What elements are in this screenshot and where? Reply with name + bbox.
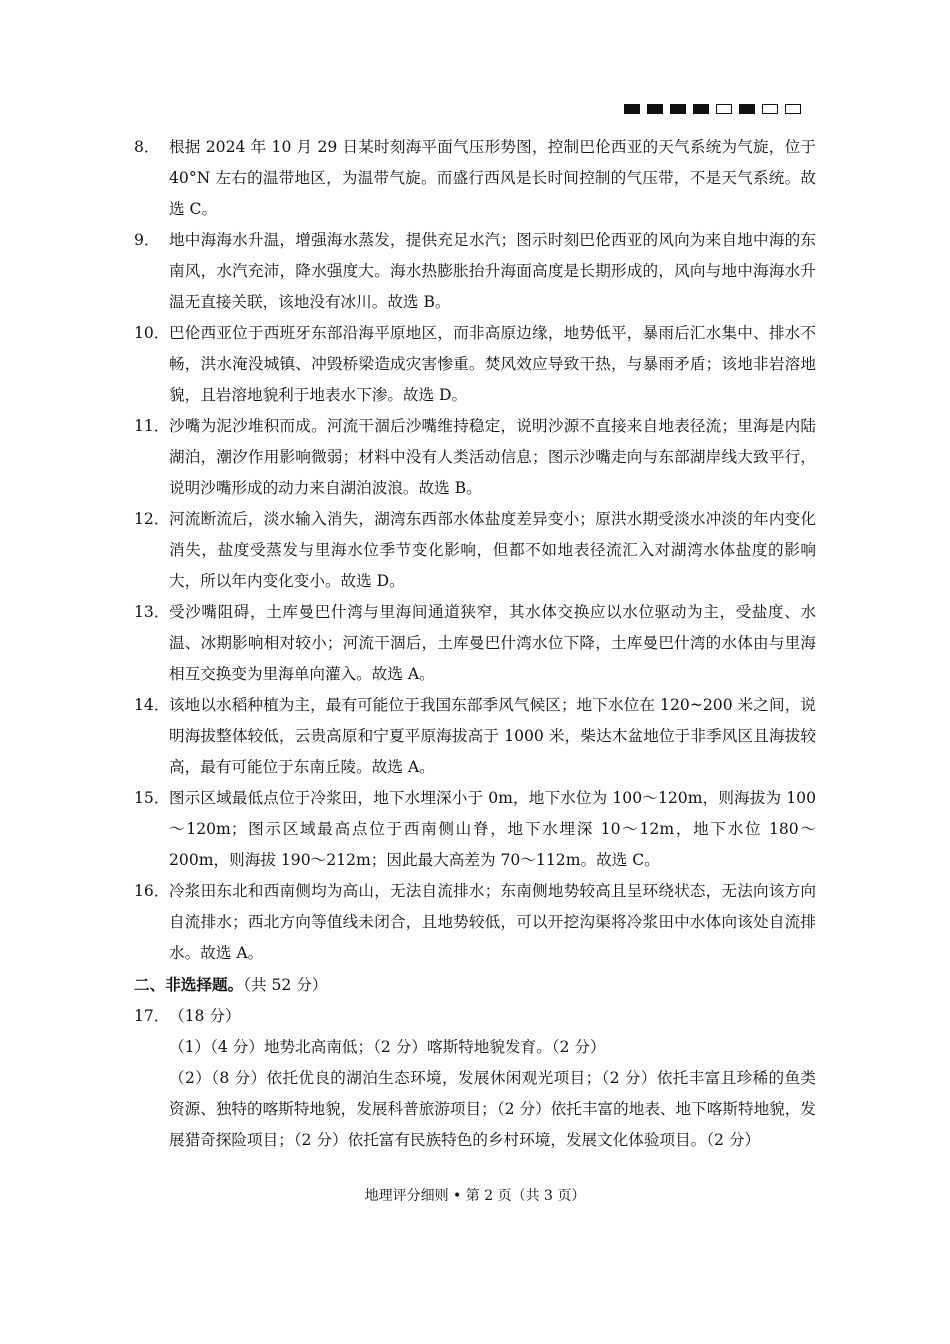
item-text: 沙嘴为泥沙堆积而成。河流干涸后沙嘴维持稳定，说明沙源不直接来自地表径流；里海是内陆湖泊，潮汐作用影响微弱；材料中没有人类活动信息；图示沙嘴走向与东部湖岸线大致平行，说明沙嘴形成的动力来自湖泊波浪。故选 B。 [169,417,816,497]
page-marker-strip [624,104,801,114]
answer-item-16 [134,876,816,969]
item-number: 8． [134,138,160,156]
item-number: 9． [134,231,160,249]
item-number: 13． [134,603,170,621]
item-text: 根据 2024 年 10 月 29 日某时刻海平面气压形势图，控制巴伦西亚的天气系统为气旋，位于 40°N 左右的温带地区，为温带气旋。而盛行西风是长时间控制的气压带，不是天气系统。故选 C。 [169,138,816,218]
section-score: （共 52 分） [243,976,328,994]
item-text: 冷浆田东北和西南侧均为高山，无法自流排水；东南侧地势较高且呈环绕状态，无法向该方向自流排水；西北方向等值线未闭合，且地势较低，可以开挖沟渠将冷浆田中水体向该处自流排水。故选 A。 [169,882,816,962]
page-marker-7 [762,104,778,114]
answer-item-17 [134,1001,816,1032]
item-number: 10． [134,324,170,342]
answer-item-9 [134,225,816,318]
item-score: （18 分） [169,1007,241,1025]
item-text: 图示区域最低点位于冷浆田，地下水埋深小于 0m，地下水位为 100～120m，则海拔为 100～120m；图示区域最高点位于西南侧山脊，地下水埋深 10～12m，地下水位 180～200m，则海拔 190～212m；因此最大高差为 70～112m。故选 C。 [169,789,816,869]
page-footer: 地理评分细则 • 第 2 页（共 3 页） [364,1188,586,1204]
page-marker-8 [785,104,801,114]
item-text: 河流断流后，淡水输入消失，湖湾东西部水体盐度差异变小；原洪水期受淡水冲淡的年内变化消失，盐度受蒸发与里海水位季节变化影响，但都不如地表径流汇入对湖湾水体盐度的影响大，所以年内变化变小。故选 D。 [169,510,816,590]
item-number: 17． [134,1007,170,1025]
answer-item-8 [134,132,816,225]
answer-item-12 [134,504,816,597]
q17-part-2: （2）（8 分）依托优良的湖泊生态环境，发展休闲观光项目；（2 分）依托丰富且珍稀的鱼类资源、独特的喀斯特地貌，发展科普旅游项目；（2 分）依托丰富的地表、地下喀斯特地貌，发展猎奇探险项目；（2 分）依托富有民族特色的乡村环境，发展文化体验项目。（2 分） [169,1069,816,1149]
page-marker-4 [693,104,709,114]
answer-item-15 [134,783,816,876]
answer-item-13 [134,597,816,690]
page-marker-3 [670,104,686,114]
answer-item-14 [134,690,816,783]
page-marker-6 [739,104,755,114]
item-number: 15． [134,789,170,807]
q17-part-1: （1）（4 分）地势北高南低；（2 分）喀斯特地貌发育。（2 分） [169,1038,606,1056]
page-marker-1 [624,104,640,114]
item-text: 巴伦西亚位于西班牙东部沿海平原地区，而非高原边缘，地势低平，暴雨后汇水集中、排水不畅，洪水淹没城镇、冲毁桥梁造成灾害惨重。焚风效应导致干热，与暴雨矛盾；该地非岩溶地貌，且岩溶地貌利于地表水下渗。故选 D。 [169,324,816,404]
section-heading [134,969,816,1001]
answer-item-10 [134,318,816,411]
item-number: 14． [134,696,170,714]
item-number: 12． [134,510,170,528]
item-number: 11． [134,417,170,435]
page-marker-2 [647,104,663,114]
section-title: 二、非选择题。 [134,975,244,994]
answer-content [134,132,816,1156]
answer-item-11 [134,411,816,504]
item-text: 受沙嘴阻碍，土库曼巴什湾与里海间通道狭窄，其水体交换应以水位驱动为主，受盐度、水温、冰期影响相对较小；河流干涸后，土库曼巴什湾水位下降，土库曼巴什湾的水体由与里海相互交换变为里海单向灌入。故选 A。 [169,603,816,683]
item-text: 该地以水稻种植为主，最有可能位于我国东部季风气候区；地下水位在 120~200 米之间，说明海拔整体较低，云贵高原和宁夏平原海拔高于 1000 米，柴达木盆地位于非季风区且海拔较高，最有可能位于东南丘陵。故选 A。 [169,696,816,776]
item-number: 16． [134,882,170,900]
page-marker-5 [716,104,732,114]
item-text: 地中海海水升温，增强海水蒸发，提供充足水汽；图示时刻巴伦西亚的风向为来自地中海的东南风，水汽充沛，降水强度大。海水热膨胀抬升海面高度是长期形成的，风向与地中海海水升温无直接关联，该地没有冰川。故选 B。 [169,231,816,311]
